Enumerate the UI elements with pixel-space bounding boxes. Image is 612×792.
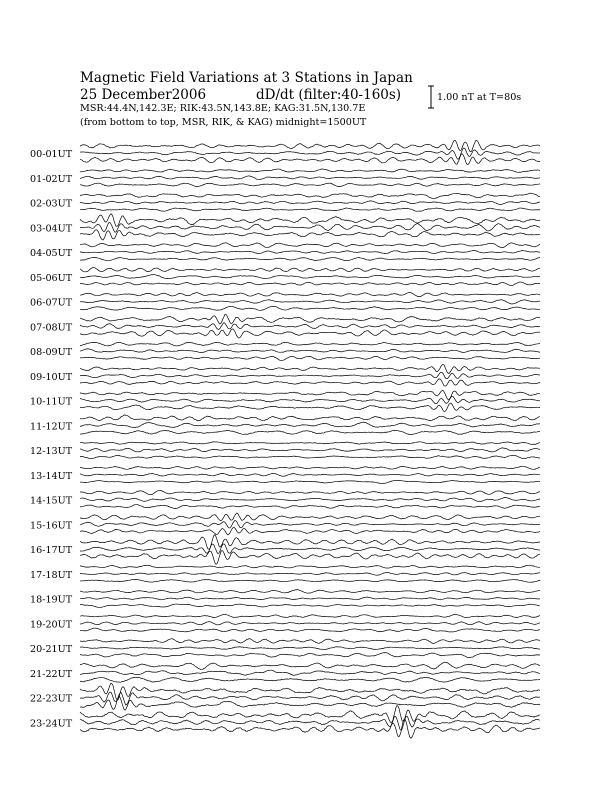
trace-14-msr xyxy=(80,504,540,508)
trace-20-kag xyxy=(80,639,540,644)
trace-12-rik xyxy=(80,448,540,452)
hour-label-19: 19-20UT xyxy=(30,619,73,631)
trace-18-rik xyxy=(80,597,540,600)
hour-label-02: 02-03UT xyxy=(30,198,73,210)
hour-label-17: 17-18UT xyxy=(30,569,73,581)
hour-labels xyxy=(30,149,73,729)
trace-01-kag xyxy=(80,169,540,172)
trace-09-msr xyxy=(80,379,540,386)
trace-23-kag xyxy=(80,706,540,723)
hour-label-21: 21-22UT xyxy=(30,668,73,680)
hour-label-13: 13-14UT xyxy=(30,470,73,482)
hour-label-06: 06-07UT xyxy=(30,297,73,309)
trace-10-kag xyxy=(80,390,540,399)
trace-08-msr xyxy=(80,356,540,360)
hour-label-01: 01-02UT xyxy=(30,173,73,185)
hour-label-00: 00-01UT xyxy=(30,149,73,160)
trace-04-kag xyxy=(80,243,540,248)
trace-08-rik xyxy=(80,349,540,353)
hour-label-12: 12-13UT xyxy=(30,446,73,457)
trace-17-kag xyxy=(80,565,540,568)
hour-label-22: 22-23UT xyxy=(30,693,73,705)
trace-05-rik xyxy=(80,274,540,278)
trace-06-rik xyxy=(80,300,540,304)
trace-13-msr xyxy=(80,480,540,483)
trace-20-rik xyxy=(80,647,540,650)
hour-label-20: 20-21UT xyxy=(30,644,73,655)
trace-19-kag xyxy=(80,614,540,617)
trace-22-msr xyxy=(80,696,540,710)
trace-22-rik xyxy=(80,692,540,705)
trace-10-msr xyxy=(80,403,540,411)
chart-filter-type: dD/dt (filter:40-160s) xyxy=(256,87,402,103)
trace-01-msr xyxy=(80,183,540,186)
station-order-note: (from bottom to top, MSR, RIK, & KAG) midnight=1500UT xyxy=(80,117,367,128)
trace-21-kag xyxy=(80,662,540,669)
hour-label-09: 09-10UT xyxy=(30,371,73,383)
trace-03-rik xyxy=(80,222,540,232)
trace-15-msr xyxy=(80,527,540,535)
trace-05-kag xyxy=(80,267,540,271)
trace-11-kag xyxy=(80,415,540,421)
trace-16-rik xyxy=(80,544,540,554)
hour-label-03: 03-04UT xyxy=(30,223,73,235)
trace-16-kag xyxy=(80,535,540,550)
hour-label-04: 04-05UT xyxy=(30,248,73,259)
trace-07-rik xyxy=(80,323,540,330)
hour-label-10: 10-11UT xyxy=(30,396,73,408)
trace-09-rik xyxy=(80,372,540,378)
trace-18-kag xyxy=(80,590,540,594)
trace-12-msr xyxy=(80,455,540,458)
trace-17-msr xyxy=(80,579,540,582)
trace-06-kag xyxy=(80,292,540,296)
trace-15-rik xyxy=(80,520,540,528)
trace-03-kag xyxy=(80,214,540,227)
trace-18-msr xyxy=(80,604,540,607)
trace-13-rik xyxy=(80,473,540,476)
scale-bar-label: 1.00 nT at T=80s xyxy=(437,92,522,103)
trace-02-msr xyxy=(80,208,540,211)
trace-09-kag xyxy=(80,364,540,373)
trace-06-msr xyxy=(80,306,540,310)
hour-label-14: 14-15UT xyxy=(30,495,73,507)
hour-label-18: 18-19UT xyxy=(30,594,73,606)
trace-00-kag xyxy=(80,140,540,151)
trace-07-kag xyxy=(80,314,540,324)
hour-label-15: 15-16UT xyxy=(30,520,73,532)
trace-04-msr xyxy=(80,257,540,260)
trace-20-msr xyxy=(80,653,540,658)
trace-23-rik xyxy=(80,716,540,730)
trace-08-kag xyxy=(80,342,540,346)
trace-13-kag xyxy=(80,466,540,469)
trace-00-msr xyxy=(80,154,540,165)
trace-16-msr xyxy=(80,550,540,564)
hour-label-16: 16-17UT xyxy=(30,545,73,556)
trace-21-rik xyxy=(80,670,540,675)
trace-14-kag xyxy=(80,491,540,495)
trace-03-msr xyxy=(80,230,540,240)
hour-label-11: 11-12UT xyxy=(30,421,73,433)
trace-21-msr xyxy=(80,677,540,682)
trace-01-rik xyxy=(80,176,540,180)
trace-00-rik xyxy=(80,148,540,159)
hour-label-23: 23-24UT xyxy=(30,718,73,730)
trace-10-rik xyxy=(80,396,540,403)
trace-19-msr xyxy=(80,628,540,632)
trace-07-msr xyxy=(80,329,540,338)
hour-label-05: 05-06UT xyxy=(30,272,73,284)
trace-11-msr xyxy=(80,430,540,434)
trace-11-rik xyxy=(80,422,540,428)
trace-group xyxy=(80,140,540,738)
trace-02-rik xyxy=(80,201,540,205)
trace-05-msr xyxy=(80,282,540,286)
chart-date: 25 December2006 xyxy=(80,87,207,103)
trace-19-rik xyxy=(80,622,540,625)
hour-label-07: 07-08UT xyxy=(30,322,73,334)
trace-15-kag xyxy=(80,513,540,521)
trace-12-kag xyxy=(80,442,540,445)
hour-label-08: 08-09UT xyxy=(30,347,73,358)
trace-17-rik xyxy=(80,573,540,576)
trace-04-rik xyxy=(80,251,540,254)
station-coordinates: MSR:44.4N,142.3E; RIK:43.5N,143.8E; KAG:31.5N,130.7E xyxy=(80,103,366,114)
trace-02-kag xyxy=(80,193,540,199)
chart-title: Magnetic Field Variations at 3 Stations in Japan xyxy=(80,70,413,86)
trace-14-rik xyxy=(80,498,540,502)
